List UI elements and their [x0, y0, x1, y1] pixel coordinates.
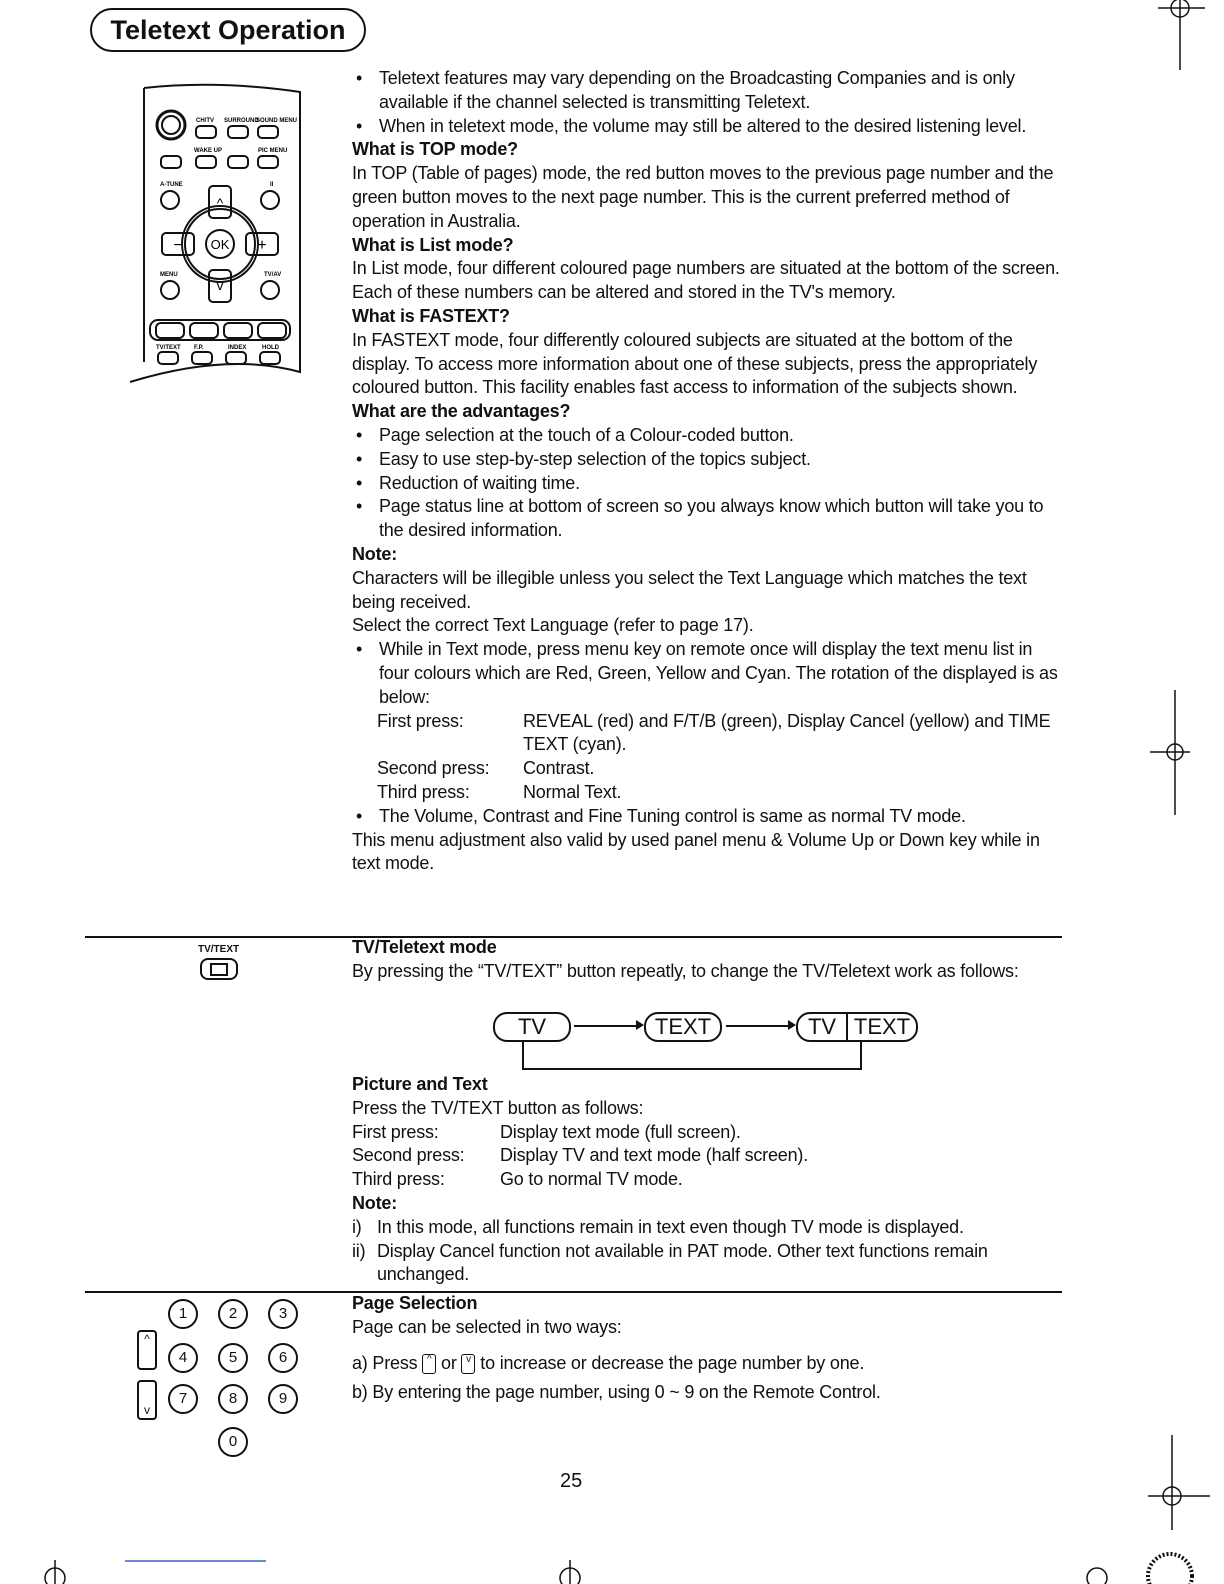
page-selection-text: Page can be selected in two ways:	[352, 1316, 622, 1337]
svg-text:TV/AV: TV/AV	[264, 272, 282, 278]
fastext-text: In FASTEXT mode, four differently coloured subjects are situated at the bottom of the display. To access more information about one of these subjects, press the appropriately coloured button. This facility enables fast access to information of the subjects shown.	[352, 329, 1038, 398]
pt-text: Press the TV/TEXT button as follows:	[352, 1097, 644, 1118]
svg-text:WAKE UP: WAKE UP	[194, 148, 223, 154]
key-2: 2	[218, 1299, 248, 1329]
press-label: First press:	[352, 1121, 439, 1142]
heading-fastext: What is FASTEXT?	[352, 305, 510, 326]
svg-text:PIC MENU: PIC MENU	[258, 148, 288, 154]
key-0: 0	[218, 1427, 248, 1457]
heading-page-selection: Page Selection	[352, 1293, 478, 1313]
heading-tv-teletext-mode: TV/Teletext mode	[352, 937, 497, 957]
svg-text:v: v	[216, 277, 224, 293]
svg-text:TV/TEXT: TV/TEXT	[156, 345, 181, 351]
note-text: Characters will be illegible unless you select the Text Language which matches the text being received.	[352, 567, 1027, 612]
svg-text:HOLD: HOLD	[262, 345, 279, 351]
heading-top-mode: What is TOP mode?	[352, 139, 518, 160]
page-title: Teletext Operation	[90, 8, 366, 52]
channel-up-key-icon: ^	[137, 1330, 157, 1370]
volume-bullet: • The Volume, Contrast and Fine Tuning control is same as normal TV mode.	[352, 805, 1067, 829]
press-label: Second press:	[352, 1145, 465, 1166]
svg-text:^: ^	[216, 195, 224, 211]
bullet-text: • Teletext features may vary depending on the Broadcasting Companies and is only available if the channel selected is transmitting Teletext.	[352, 67, 1067, 115]
svg-text:A-TUNE: A-TUNE	[160, 182, 183, 188]
key-7: 7	[168, 1384, 198, 1414]
key-1: 1	[168, 1299, 198, 1329]
key-4: 4	[168, 1343, 198, 1373]
note-number: ii)	[352, 1240, 366, 1261]
note-text: Display Cancel function not available in PAT mode. Other text functions remain unchanged.	[377, 1240, 988, 1285]
down-key-icon: v	[461, 1354, 475, 1374]
note-heading: Note:	[352, 1192, 397, 1213]
page-number: 25	[560, 1470, 583, 1492]
advantage-item: • Reduction of waiting time.	[352, 472, 1067, 496]
svg-text:SOUND MENU: SOUND MENU	[256, 118, 298, 124]
panel-text: This menu adjustment also valid by used panel menu & Volume Up or Down key while in text mode.	[352, 829, 1040, 874]
tv-mode-box: TV	[493, 1012, 571, 1042]
advantage-item: • Page status line at bottom of screen so you always know which button will take you to the desired information.	[352, 495, 1067, 543]
svg-text:−: −	[173, 237, 183, 254]
key-5: 5	[218, 1343, 248, 1373]
press-value: Display TV and text mode (half screen).	[500, 1145, 809, 1166]
press-value: Go to normal TV mode.	[500, 1169, 683, 1190]
press-label: Third press:	[377, 781, 470, 802]
key-6: 6	[268, 1343, 298, 1373]
tv-text-mode-box: TV TEXT	[796, 1012, 918, 1042]
key-3: 3	[268, 1299, 298, 1329]
text-mode-box: TEXT	[644, 1012, 722, 1042]
key-9: 9	[268, 1384, 298, 1414]
svg-text:+: +	[257, 237, 267, 254]
option-a: a) Press ^ or v to increase or decrease the page number by one.	[352, 1352, 865, 1373]
bullet-text: • When in teletext mode, the volume may still be altered to the desired listening level.	[352, 115, 1067, 139]
heading-list-mode: What is List mode?	[352, 234, 514, 255]
press-label: Second press:	[377, 758, 490, 779]
svg-text:CH/TV: CH/TV	[196, 118, 214, 124]
ok-label: OK	[210, 237, 230, 252]
press-label: Third press:	[352, 1169, 445, 1190]
option-b: b) By entering the page number, using 0 ~ 9 on the Remote Control.	[352, 1382, 881, 1403]
svg-text:INDEX: INDEX	[228, 345, 247, 351]
note-heading: Note:	[352, 543, 397, 564]
tv-text-label: TV/TEXT	[198, 944, 240, 955]
press-label: First press:	[377, 710, 464, 731]
advantage-item: • Page selection at the touch of a Colour-coded button.	[352, 424, 1067, 448]
note-text: Select the correct Text Language (refer to page 17).	[352, 615, 754, 636]
menu-bullet: • While in Text mode, press menu key on remote once will display the text menu list in four colours which are Red, Green, Yellow and Cyan. The rotation of the displayed is as below:	[352, 638, 1067, 709]
press-value: Normal Text.	[523, 781, 622, 802]
up-key-icon: ^	[422, 1354, 436, 1374]
svg-text:SURROUND: SURROUND	[224, 118, 259, 124]
note-text: In this mode, all functions remain in text even though TV mode is displayed.	[377, 1216, 964, 1237]
heading-picture-and-text: Picture and Text	[352, 1074, 488, 1094]
press-value: REVEAL (red) and F/T/B (green), Display Cancel (yellow) and TIME TEXT (cyan).	[523, 710, 1051, 755]
svg-text:F.P.: F.P.	[194, 345, 204, 351]
press-value: Contrast.	[523, 758, 595, 779]
tv-teletext-text: By pressing the “TV/TEXT” button repeatly, to change the TV/Teletext work as follows:	[352, 960, 1019, 981]
heading-advantages: What are the advantages?	[352, 401, 571, 422]
top-mode-text: In TOP (Table of pages) mode, the red button moves to the previous page number and the green button moves to the next page number. This is the current preferred method of operation in Australia.	[352, 163, 1054, 231]
press-value: Display text mode (full screen).	[500, 1121, 741, 1142]
channel-down-key-icon: v	[137, 1380, 157, 1420]
list-mode-text: In List mode, four different coloured page numbers are situated at the bottom of the screen. Each of these numbers can be altered and stored in the TV's memory.	[352, 258, 1060, 303]
key-8: 8	[218, 1384, 248, 1414]
svg-text:MENU: MENU	[160, 272, 178, 278]
svg-text:II: II	[270, 182, 274, 188]
advantage-item: • Easy to use step-by-step selection of the topics subject.	[352, 448, 1067, 472]
note-number: i)	[352, 1216, 362, 1237]
